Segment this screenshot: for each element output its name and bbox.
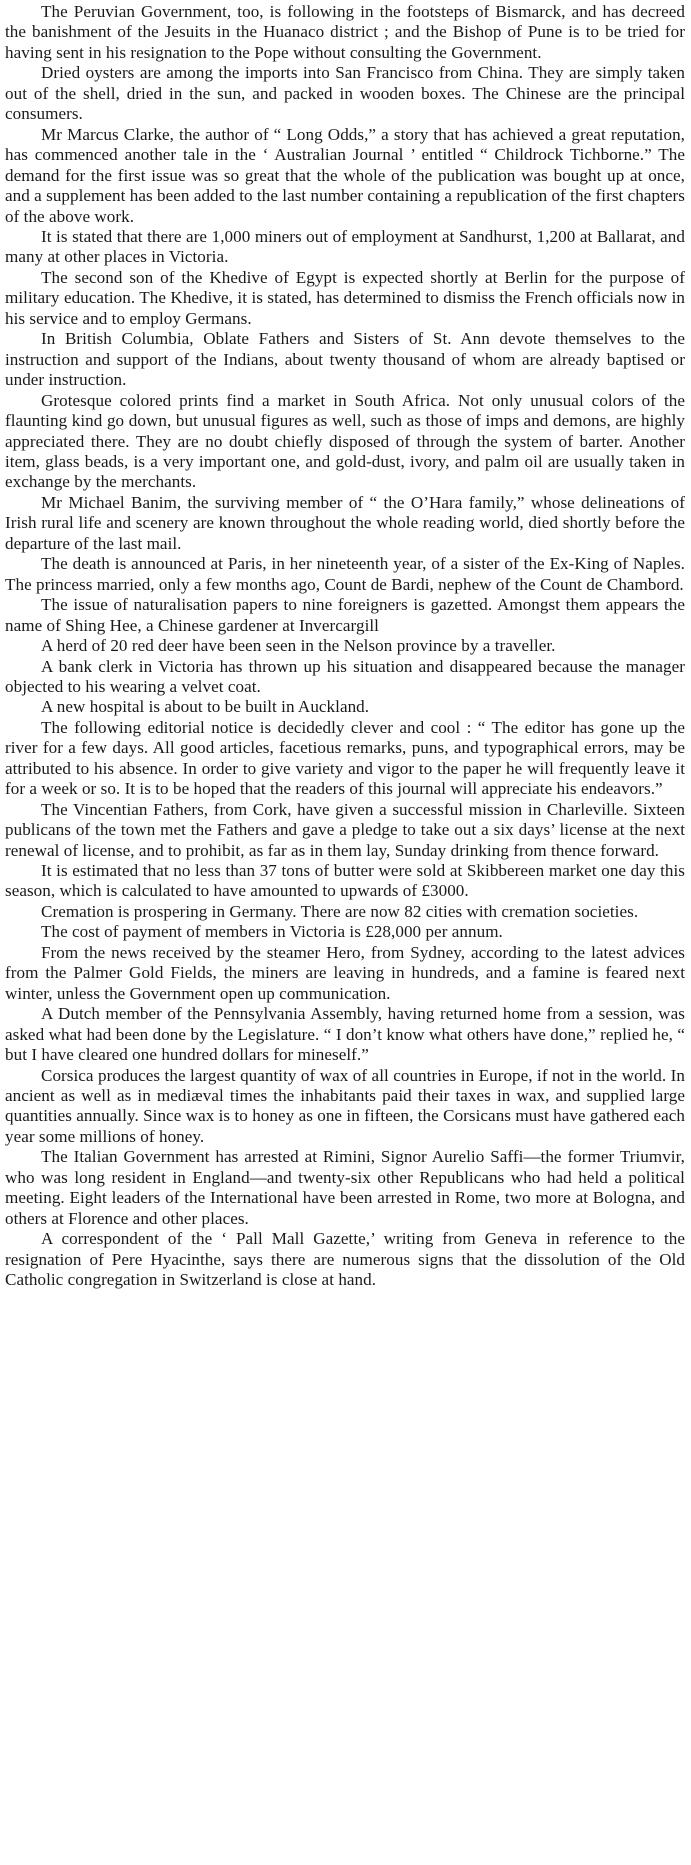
paragraph-dried-oysters: Dried oysters are among the imports into San Francisco from China. They are simply taken out of the shell, dried in the sun, and packed in wooden boxes. The Chinese are the principal consumers. (5, 63, 685, 124)
paragraph-new-hospital: A new hospital is about to be built in Auckland. (41, 697, 370, 717)
paragraph-red-deer: A herd of 20 red deer have been seen in the Nelson province by a traveller. (41, 636, 556, 656)
paragraph-british-columbia: In British Columbia, Oblate Fathers and Sisters of St. Ann devote themselves to the instruction and support of the Indians, about twenty thousand of whom are already baptised or under instruction. (5, 329, 685, 390)
paragraph-bank-clerk: A bank clerk in Victoria has thrown up his situation and disappeared because the manager objected to his wearing a velvet coat. (5, 656, 685, 696)
paragraph-skibbereen-butter: It is estimated that no less than 37 tons of butter were sold at Skibbereen market one day this season, which is calculated to have amounted to upwards of £3000. (5, 861, 685, 901)
paragraph-miners-victoria: It is stated that there are 1,000 miners out of employment at Sandhurst, 1,200 at Ballarat, and many at other places in Victoria. (5, 226, 685, 267)
paragraph-death-paris: The death is announced at Paris, in her nineteenth year, of a sister of the Ex-King of Naples. The princess married, only a few months ago, Count de Bardi, nephew of the Count de Chambord. (5, 554, 685, 594)
paragraph-vincentian-fathers: The Vincentian Fathers, from Cork, have given a successful mission in Charleville. Sixteen publicans of the town met the Fathers and gave a pledge to take out a six days’ license at the next renewal of license, and to prohibit, as far as in them lay, Sunday drinking from thence forward. (5, 799, 685, 860)
paragraph-payment-members: The cost of payment of members in Victoria is £28,000 per annum. (41, 922, 503, 942)
paragraph-dutch-member: A Dutch member of the Pennsylvania Assembly, having returned home from a session, was asked what had been done by the Legislature. “ I don’t know what others have done,” replied he, “ but I have cleared one hundred dollars for mineself.” (5, 1004, 685, 1065)
paragraph-marcus-clarke: Mr Marcus Clarke, the author of “ Long Odds,” a story that has achieved a great reputation, has commenced another tale in the ‘ Australian Journal ’ entitled “ Childrock Tichborne.” The demand for the first issue was so great that the whole of the publication was bought up at once, and a supplement has been added to the last number containing a republication of the first chapters of the above work. (5, 124, 685, 226)
paragraph-pall-mall-gazette: A correspondent of the ‘ Pall Mall Gazette,’ writing from Geneva in reference to the resignation of Pere Hyacinthe, says there are numerous signs that the dissolution of the Old Catholic congregation in Switzerland is close at hand. (5, 1229, 685, 1290)
paragraph-khedive-egypt: The second son of the Khedive of Egypt is expected shortly at Berlin for the purpose of military education. The Khedive, it is stated, has determined to dismiss the French officials now in his service and to employ Germans. (5, 267, 685, 328)
paragraph-cremation: Cremation is prospering in Germany. There are now 82 cities with cremation societies. (41, 901, 639, 921)
paragraph-italian-government: The Italian Government has arrested at Rimini, Signor Aurelio Saffi—the former Triumvir, who was long resident in England—and twenty-six other Republicans who had held a political meeting. Eight leaders of the International have been arrested in Rome, two more at Bologna, and others at Florence and other places. (5, 1147, 685, 1228)
paragraph-corsica-wax: Corsica produces the largest quantity of wax of all countries in Europe, if not in the world. In ancient as well as in mediæval times the inhabitants paid their taxes in wax, and supplied large quantities annually. Since wax is to honey as one in fifteen, the Corsicans must have gathered each year some millions of honey. (5, 1065, 685, 1146)
paragraph-steamer-hero: From the news received by the steamer Hero, from Sydney, according to the latest advices from the Palmer Gold Fields, the miners are leaving in hundreds, and a famine is feared next winter, unless the Government open up communication. (5, 942, 685, 1003)
paragraph-naturalisation: The issue of naturalisation papers to nine foreigners is gazetted. Amongst them appears the name of Shing Hee, a Chinese gardener at Invercargill (5, 595, 685, 635)
paragraph-editorial-notice: The following editorial notice is decidedly clever and cool : “ The editor has gone up the river for a few days. All good articles, facetious remarks, puns, and typographical errors, may be attributed to his absence. In order to give variety and vigor to the paper he will frequently leave it for a week or so. It is to be hoped that the readers of this journal will appreciate his endeavors.” (5, 717, 685, 799)
paragraph-peruvian-government: The Peruvian Government, too, is following in the footsteps of Bismarck, and has decreed the banishment of the Jesuits in the Huanaco district ; and the Bishop of Pune is to be tried for having sent in his resignation to the Pope without consulting the Government. (5, 2, 685, 62)
paragraph-michael-banim: Mr Michael Banim, the surviving member of “ the O’Hara family,” whose delineations of Irish rural life and scenery are known throughout the whole reading world, died shortly before the departure of the last mail. (5, 492, 685, 553)
paragraph-colored-prints: Grotesque colored prints find a market in South Africa. Not only unusual colors of the flaunting kind go down, but unusual figures as well, such as those of imps and demons, are highly appreciated there. They are no doubt chiefly disposed of through the system of barter. Another item, glass beads, is a very important one, and gold-dust, ivory, and palm oil are usually taken in exchange by the merchants. (5, 390, 685, 492)
